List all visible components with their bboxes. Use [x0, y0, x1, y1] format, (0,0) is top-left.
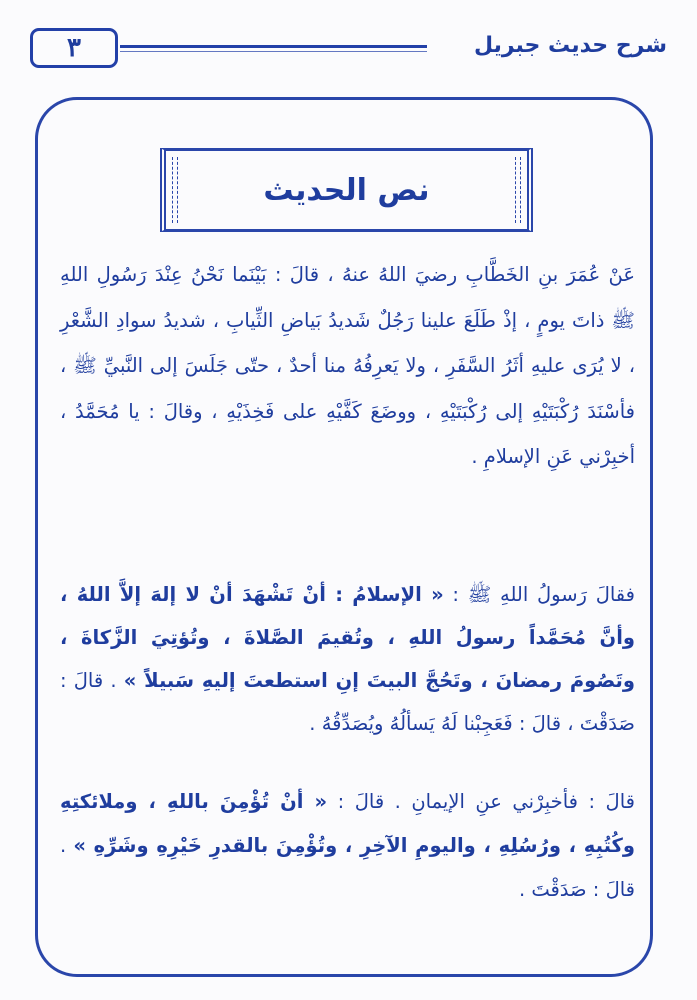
- hadith-paragraph-3: [60, 780, 635, 912]
- paragraph-3-intro: قالَ : فأخبِرْني عنِ الإيمانِ . قالَ :: [327, 790, 635, 813]
- header-divider-thin: [120, 51, 427, 52]
- iman-definition-quote: « أنْ تُؤْمِنَ باللهِ ، وملائكتِهِ وكُتُبِهِ ، ورُسُلِهِ ، واليومِ الآخِرِ ، وتُؤْمِنَ بالقدرِ خَيْرِهِ وشَرِّهِ »: [60, 790, 635, 857]
- islam-definition-quote: « الإسلامُ : أنْ تَشْهَدَ أنْ لا إلهَ إلاَّ اللهُ ، وأنَّ مُحَمَّداً رسولُ اللهِ ، وتُقيمَ الصَّلاةَ ، وتُؤتِيَ الزَّكاةَ ، وتَصُومَ رمضانَ ، وتَحُجَّ البيتَ إنِ استطعتَ إليهِ سَبيلاً »: [60, 583, 635, 692]
- hadith-paragraph-2: [60, 573, 635, 745]
- book-title: شرح حديث جبريل: [473, 33, 667, 58]
- hadith-paragraph-1: عَنْ عُمَرَ بنِ الخَطَّابِ رضيَ اللهُ عنهُ ، قالَ : بَيْنَما نَحْنُ عِنْدَ رَسُولِ اللهِ ﷺ ذاتَ يومٍ ، إذْ طَلَعَ علينا رَجُلٌ شَديدُ بَياضِ الثِّيابِ ، شديدُ سوادِ الشَّعْرِ ، لا يُرَى عليهِ أثَرُ السَّفَرِ ، ولا يَعرِفُهُ منا أحدٌ ، حتّى جَلَسَ إلى النَّبيِّ ﷺ ، فأسْنَدَ رُكْبَتَيْهِ إلى رُكْبَتَيْهِ ، ووضَعَ كَفَّيْهِ على فَخِذَيْهِ ، وقالَ : يا مُحَمَّدُ ، أخبِرْني عَنِ الإسلامِ .: [60, 263, 635, 468]
- paragraph-3-outro: . قالَ : صَدَقْتَ .: [60, 834, 635, 901]
- page-number: ٣: [30, 28, 118, 68]
- paragraph-2-intro: فقالَ رَسولُ اللهِ ﷺ :: [443, 583, 635, 606]
- section-title-box: [160, 148, 533, 232]
- header-divider: [120, 45, 427, 48]
- section-title: نص الحديث: [263, 172, 430, 208]
- paragraph-2-outro: . قالَ : صَدَقْتَ ، قالَ : فَعَجِبْنا لَهُ يَسألُهُ ويُصَدِّقُهُ .: [60, 669, 635, 735]
